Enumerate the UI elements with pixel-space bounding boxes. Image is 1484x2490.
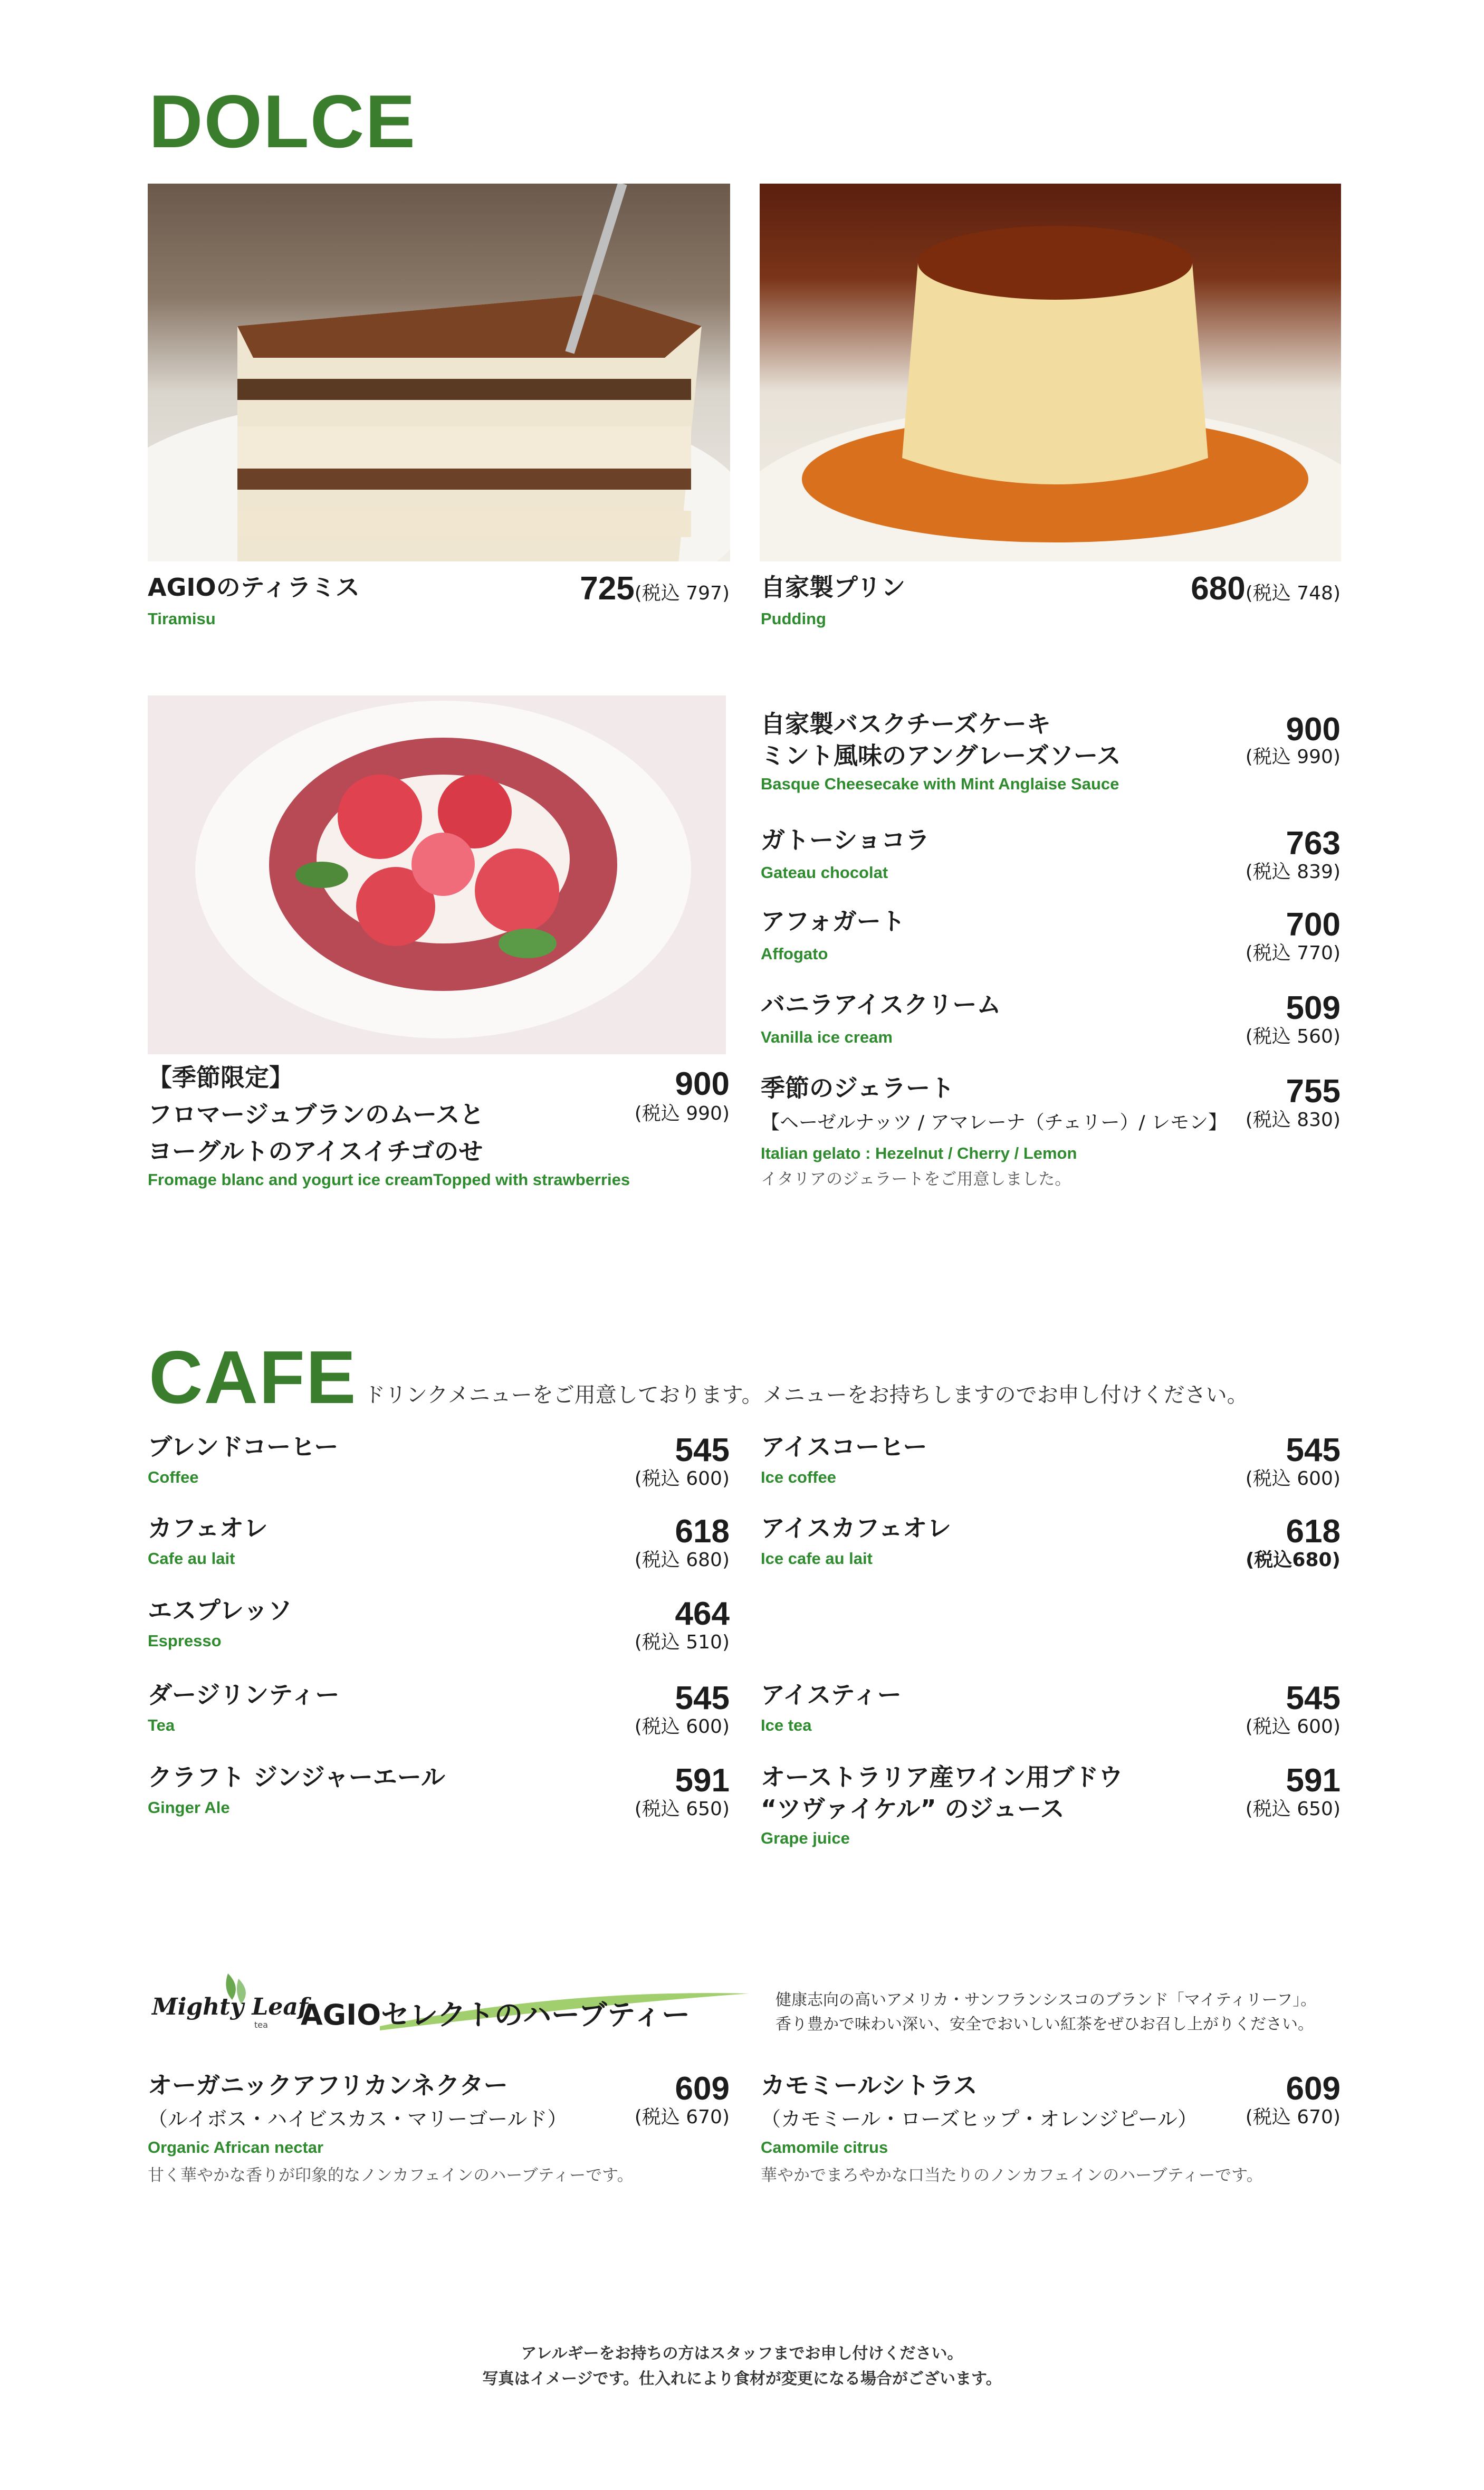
ginger-ale-name: クラフト ジンジャーエール (148, 1763, 445, 1791)
affogato-tax: (税込 770) (1245, 942, 1341, 964)
pudding-name: 自家製プリン (761, 573, 906, 602)
mighty-leaf-logo-text: Mighty Leaf (152, 1993, 308, 2020)
ginger-ale-english: Ginger Ale (148, 1798, 230, 1817)
tiramisu-photo (148, 184, 730, 561)
affogato-name: アフォガート (761, 907, 905, 936)
basque-name-line1: 自家製バスクチーズケーキ (761, 710, 1051, 738)
dolce-title: DOLCE (149, 80, 416, 164)
affogato-price: 700 (1286, 907, 1341, 943)
herbal-description-line1: 健康志向の高いアメリカ・サンフランシスコのブランド「マイティリーフ」。 (775, 1991, 1317, 2009)
affogato-english: Affogato (761, 945, 828, 963)
ice-tea-name: アイスティー (761, 1681, 902, 1709)
camomile-price: 609 (1286, 2071, 1341, 2107)
blend-coffee-name: ブレンドコーヒー (148, 1433, 339, 1461)
tiramisu-tax: (税込 797) (634, 583, 730, 604)
strawberry-mousse-photo (148, 695, 726, 1054)
grape-juice-tax: (税込 650) (1245, 1798, 1341, 1820)
cafe-subtitle: ドリンクメニューをご用意しております。メニューをお持ちしますのでお申し付けください。 (364, 1383, 1248, 1407)
tiramisu-price-group (580, 571, 730, 606)
grape-juice-price: 591 (1286, 1762, 1341, 1799)
tiramisu-price: 725 (580, 570, 635, 607)
ginger-ale-tax: (税込 650) (634, 1798, 730, 1820)
tiramisu-english: Tiramisu (148, 609, 216, 628)
ice-coffee-tax: (税込 600) (1245, 1468, 1341, 1490)
seasonal-english: Fromage blanc and yogurt ice creamTopped with strawberries (148, 1170, 630, 1189)
herbal-description-line2: 香り豊かで味わい深い、安全でおいしい紅茶をぜひお召し上がりください。 (775, 2015, 1314, 2034)
blend-coffee-tax: (税込 600) (634, 1468, 730, 1490)
seasonal-tax: (税込 990) (634, 1103, 730, 1124)
cafe-au-lait-name: カフェオレ (148, 1514, 268, 1542)
ice-coffee-english: Ice coffee (761, 1468, 837, 1486)
blend-coffee-price: 545 (675, 1432, 730, 1468)
cafe-title: CAFE (149, 1335, 357, 1419)
tiramisu-name: AGIOのティラミス (148, 573, 360, 602)
grape-juice-name-line2: “ツヴァイケル” のジュース (761, 1795, 1065, 1823)
ice-cafe-au-lait-tax: (税込680) (1245, 1549, 1341, 1571)
gateau-english: Gateau chocolat (761, 863, 888, 882)
darjeeling-english: Tea (148, 1716, 175, 1734)
gelato-flavors: 【ヘーゼルナッツ / アマレーナ（チェリー）/ レモン】 (761, 1112, 1228, 1133)
seasonal-price: 900 (675, 1066, 730, 1102)
seasonal-name-line1: フロマージュブランのムースと (148, 1100, 484, 1129)
gateau-tax: (税込 839) (1245, 861, 1341, 883)
blend-coffee-english: Coffee (148, 1468, 199, 1486)
vanilla-tax: (税込 560) (1245, 1026, 1341, 1047)
mighty-leaf-logo-sub: tea (254, 2020, 268, 2030)
vanilla-name: バニラアイスクリーム (761, 990, 1001, 1019)
darjeeling-price: 545 (675, 1680, 730, 1716)
camomile-english: Camomile citrus (761, 2138, 888, 2157)
camomile-name: カモミールシトラス (761, 2071, 978, 2100)
cafe-au-lait-tax: (税込 680) (634, 1549, 730, 1571)
camomile-note: 華やかでまろやかな口当たりのノンカフェインのハーブティーです。 (761, 2166, 1263, 2185)
allergy-notice: アレルギーをお持ちの方はスタッフまでお申し付けください。 (521, 2344, 963, 2363)
espresso-price: 464 (675, 1596, 730, 1632)
ice-tea-tax: (税込 600) (1245, 1716, 1341, 1738)
gelato-tax: (税込 830) (1245, 1109, 1341, 1131)
camomile-ingredients: （カモミール・ローズヒップ・オレンジピール） (761, 2107, 1198, 2131)
pudding-tax: (税込 748) (1245, 583, 1341, 604)
grape-juice-english: Grape juice (761, 1829, 850, 1847)
seasonal-label: 【季節限定】 (148, 1063, 293, 1092)
ice-tea-english: Ice tea (761, 1716, 812, 1734)
basque-tax: (税込 990) (1245, 746, 1341, 768)
basque-name-line2: ミント風味のアングレーズソース (761, 741, 1121, 770)
african-nectar-name: オーガニックアフリカンネクター (148, 2071, 508, 2100)
gateau-name: ガトーショコラ (761, 826, 930, 854)
gelato-price: 755 (1286, 1073, 1341, 1110)
mighty-leaf-logo (149, 1968, 308, 2031)
espresso-tax: (税込 510) (634, 1632, 730, 1653)
pudding-english: Pudding (761, 609, 826, 628)
ice-coffee-name: アイスコーヒー (761, 1433, 927, 1461)
gelato-english: Italian gelato : Hezelnut / Cherry / Lemon (761, 1144, 1077, 1162)
african-nectar-note: 甘く華やかな香りが印象的なノンカフェインのハーブティーです。 (148, 2166, 634, 2185)
ice-tea-price: 545 (1286, 1680, 1341, 1716)
ice-coffee-price: 545 (1286, 1432, 1341, 1468)
espresso-name: エスプレッソ (148, 1596, 292, 1625)
pudding-photo (760, 184, 1341, 561)
seasonal-name-line2: ヨーグルトのアイスイチゴのせ (148, 1137, 483, 1166)
gateau-price: 763 (1286, 825, 1341, 862)
ice-cafe-au-lait-name: アイスカフェオレ (761, 1514, 952, 1542)
african-nectar-ingredients: （ルイボス・ハイビスカス・マリーゴールド） (148, 2107, 568, 2131)
african-nectar-tax: (税込 670) (634, 2106, 730, 2128)
camomile-tax: (税込 670) (1245, 2106, 1341, 2128)
pudding-price-group (1191, 571, 1341, 606)
basque-english: Basque Cheesecake with Mint Anglaise Sauce (761, 775, 1119, 793)
african-nectar-price: 609 (675, 2071, 730, 2107)
herbal-heading: AGIOセレクトのハーブティー (301, 1998, 691, 2031)
gelato-name: 季節のジェラート (761, 1074, 955, 1102)
cafe-au-lait-english: Cafe au lait (148, 1549, 235, 1568)
pudding-price: 680 (1191, 570, 1246, 607)
darjeeling-tax: (税込 600) (634, 1716, 730, 1738)
ice-cafe-au-lait-english: Ice cafe au lait (761, 1549, 873, 1568)
espresso-english: Espresso (148, 1632, 222, 1650)
vanilla-english: Vanilla ice cream (761, 1028, 893, 1046)
vanilla-price: 509 (1286, 990, 1341, 1026)
ginger-ale-price: 591 (675, 1762, 730, 1799)
cafe-au-lait-price: 618 (675, 1513, 730, 1550)
darjeeling-name: ダージリンティー (148, 1681, 340, 1709)
basque-price: 900 (1286, 711, 1341, 748)
african-nectar-english: Organic African nectar (148, 2138, 324, 2157)
grape-juice-name-line1: オーストラリア産ワイン用ブドウ (761, 1763, 1123, 1791)
ice-cafe-au-lait-price: 618 (1286, 1513, 1341, 1550)
gelato-note: イタリアのジェラートをご用意しました。 (761, 1170, 1071, 1189)
image-disclaimer: 写真はイメージです。仕入れにより食材が変更になる場合がございます。 (482, 2370, 1002, 2388)
